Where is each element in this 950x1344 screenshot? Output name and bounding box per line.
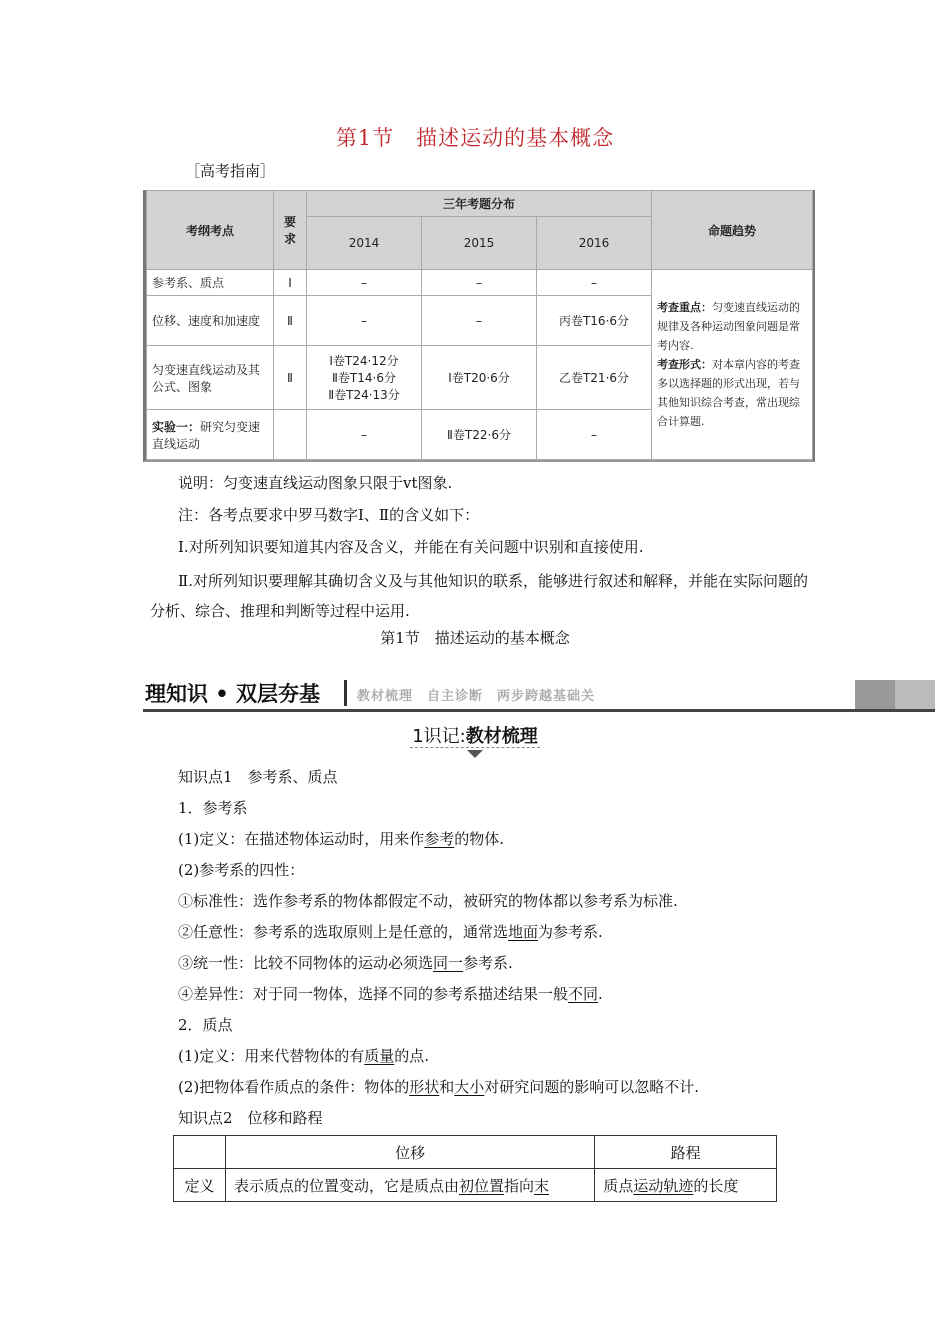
line-5: ③统一性：比较不同物体的运动必须选同一参考系. <box>178 954 513 972</box>
header-point: 考纲考点 <box>147 191 274 270</box>
note-4: Ⅱ.对所列知识要理解其确切含义及与其他知识的联系，能够进行叙述和解释，并能在实际问题的分析、综合、推理和判断等过程中运用. <box>150 572 808 620</box>
row-label: 定义 <box>174 1169 226 1202</box>
trend-form-label: 考查形式： <box>657 358 712 371</box>
header-dist: 三年考题分布 <box>307 191 652 217</box>
dist-cell: – <box>537 270 652 296</box>
banner-block <box>855 680 895 709</box>
dist-cell: – <box>422 296 537 346</box>
kp2-heading: 知识点2 位移和路程 <box>178 1109 323 1127</box>
table-row <box>174 1136 777 1169</box>
point-cell: 匀变速直线运动及其公式、图象 <box>147 346 274 410</box>
header-path: 路程 <box>595 1136 777 1169</box>
line-8: (2)把物体看作质点的条件：物体的形状和大小对研究问题的影响可以忽略不计. <box>178 1078 700 1096</box>
line-7: (1)定义：用来代替物体的有质量的点. <box>178 1047 430 1065</box>
exam-table <box>143 190 815 462</box>
subtitle-2: 第1节 描述运动的基本概念 <box>380 629 570 647</box>
line-6: ④差异性：对于同一物体，选择不同的参考系描述结果一般不同. <box>178 985 603 1003</box>
dist-cell: Ⅱ卷T22·6分 <box>422 410 537 460</box>
section-heading <box>0 722 950 748</box>
dist-cell: 乙卷T21·6分 <box>537 346 652 410</box>
dist-cell <box>307 346 422 410</box>
table-row <box>147 270 813 296</box>
note-3: Ⅰ.对所列知识要知道其内容及含义，并能在有关问题中识别和直接使用. <box>178 538 644 556</box>
line-2: (2)参考系的四性： <box>178 861 305 879</box>
dist-cell: – <box>537 410 652 460</box>
header-trend: 命题趋势 <box>652 191 813 270</box>
year-2014: 2014 <box>307 217 422 270</box>
req-cell: Ⅱ <box>274 296 307 346</box>
triangle-down-icon <box>467 750 483 758</box>
trend-focus: 匀变速直线运动的规律及各种运动图象问题是常考内容. <box>657 301 800 352</box>
h1: 1．参考系 <box>178 799 248 817</box>
dist-cell: – <box>307 410 422 460</box>
line-1: (1)定义：在描述物体运动时，用来作参考的物体. <box>178 830 505 848</box>
guide-label: ［高考指南］ <box>185 162 276 180</box>
path-def: 质点运动轨迹的长度 <box>595 1169 777 1202</box>
point-bold: 实验一： <box>152 419 201 434</box>
trend-focus-label: 考查重点： <box>657 301 712 314</box>
year-2015: 2015 <box>422 217 537 270</box>
section-bold: 教材梳理 <box>465 726 538 747</box>
header-displacement: 位移 <box>225 1136 594 1169</box>
line-4: ②任意性：参考系的选取原则上是任意的，通常选地面为参考系. <box>178 923 603 941</box>
displacement-def: 表示质点的位置变动，它是质点由初位置指向末 <box>225 1169 594 1202</box>
displacement-table <box>173 1135 777 1202</box>
banner-title: 理知识 • 双层夯基 <box>145 682 321 706</box>
note-2: 注：各考点要求中罗马数字Ⅰ、Ⅱ的含义如下： <box>178 506 480 524</box>
req-cell <box>274 410 307 460</box>
page-title: 第1节 描述运动的基本概念 <box>335 126 615 150</box>
banner-block <box>895 680 935 709</box>
point-text: 研究匀变速直线运动 <box>152 419 261 451</box>
year-2016: 2016 <box>537 217 652 270</box>
point-cell: 参考系、质点 <box>147 270 274 296</box>
point-cell: 位移、速度和加速度 <box>147 296 274 346</box>
dist-entry: Ⅱ卷T24·13分 <box>328 388 400 402</box>
banner-subtitle: 教材梳理 自主诊断 两步跨越基础关 <box>357 689 596 704</box>
h2: 2．质点 <box>178 1016 233 1034</box>
dist-entry: Ⅱ卷T14·6分 <box>332 371 396 385</box>
header-req: 要求 <box>274 191 307 270</box>
line-3: ①标准性：选作参考系的物体都假定不动，被研究的物体都以参考系为标准. <box>178 892 678 910</box>
table-row <box>174 1169 777 1202</box>
req-cell: Ⅱ <box>274 346 307 410</box>
dist-cell: 丙卷T16·6分 <box>537 296 652 346</box>
point-cell <box>147 410 274 460</box>
req-cell: Ⅰ <box>274 270 307 296</box>
section-prefix: 1识记: <box>412 726 466 747</box>
dist-cell: – <box>422 270 537 296</box>
kp1-heading: 知识点1 参考系、质点 <box>178 768 338 786</box>
banner-divider <box>344 680 347 706</box>
dist-cell: Ⅰ卷T20·6分 <box>422 346 537 410</box>
dist-cell: – <box>307 296 422 346</box>
dist-entry: Ⅰ卷T24·12分 <box>329 354 399 368</box>
dist-cell: – <box>307 270 422 296</box>
note-1: 说明：匀变速直线运动图象只限于vt图象. <box>178 474 453 492</box>
section-banner <box>143 676 935 712</box>
trend-form: 对本章内容的考查多以选择题的形式出现，若与其他知识综合考查，常出现综合计算题. <box>657 358 800 428</box>
empty-cell <box>174 1136 226 1169</box>
trend-cell <box>652 270 813 460</box>
